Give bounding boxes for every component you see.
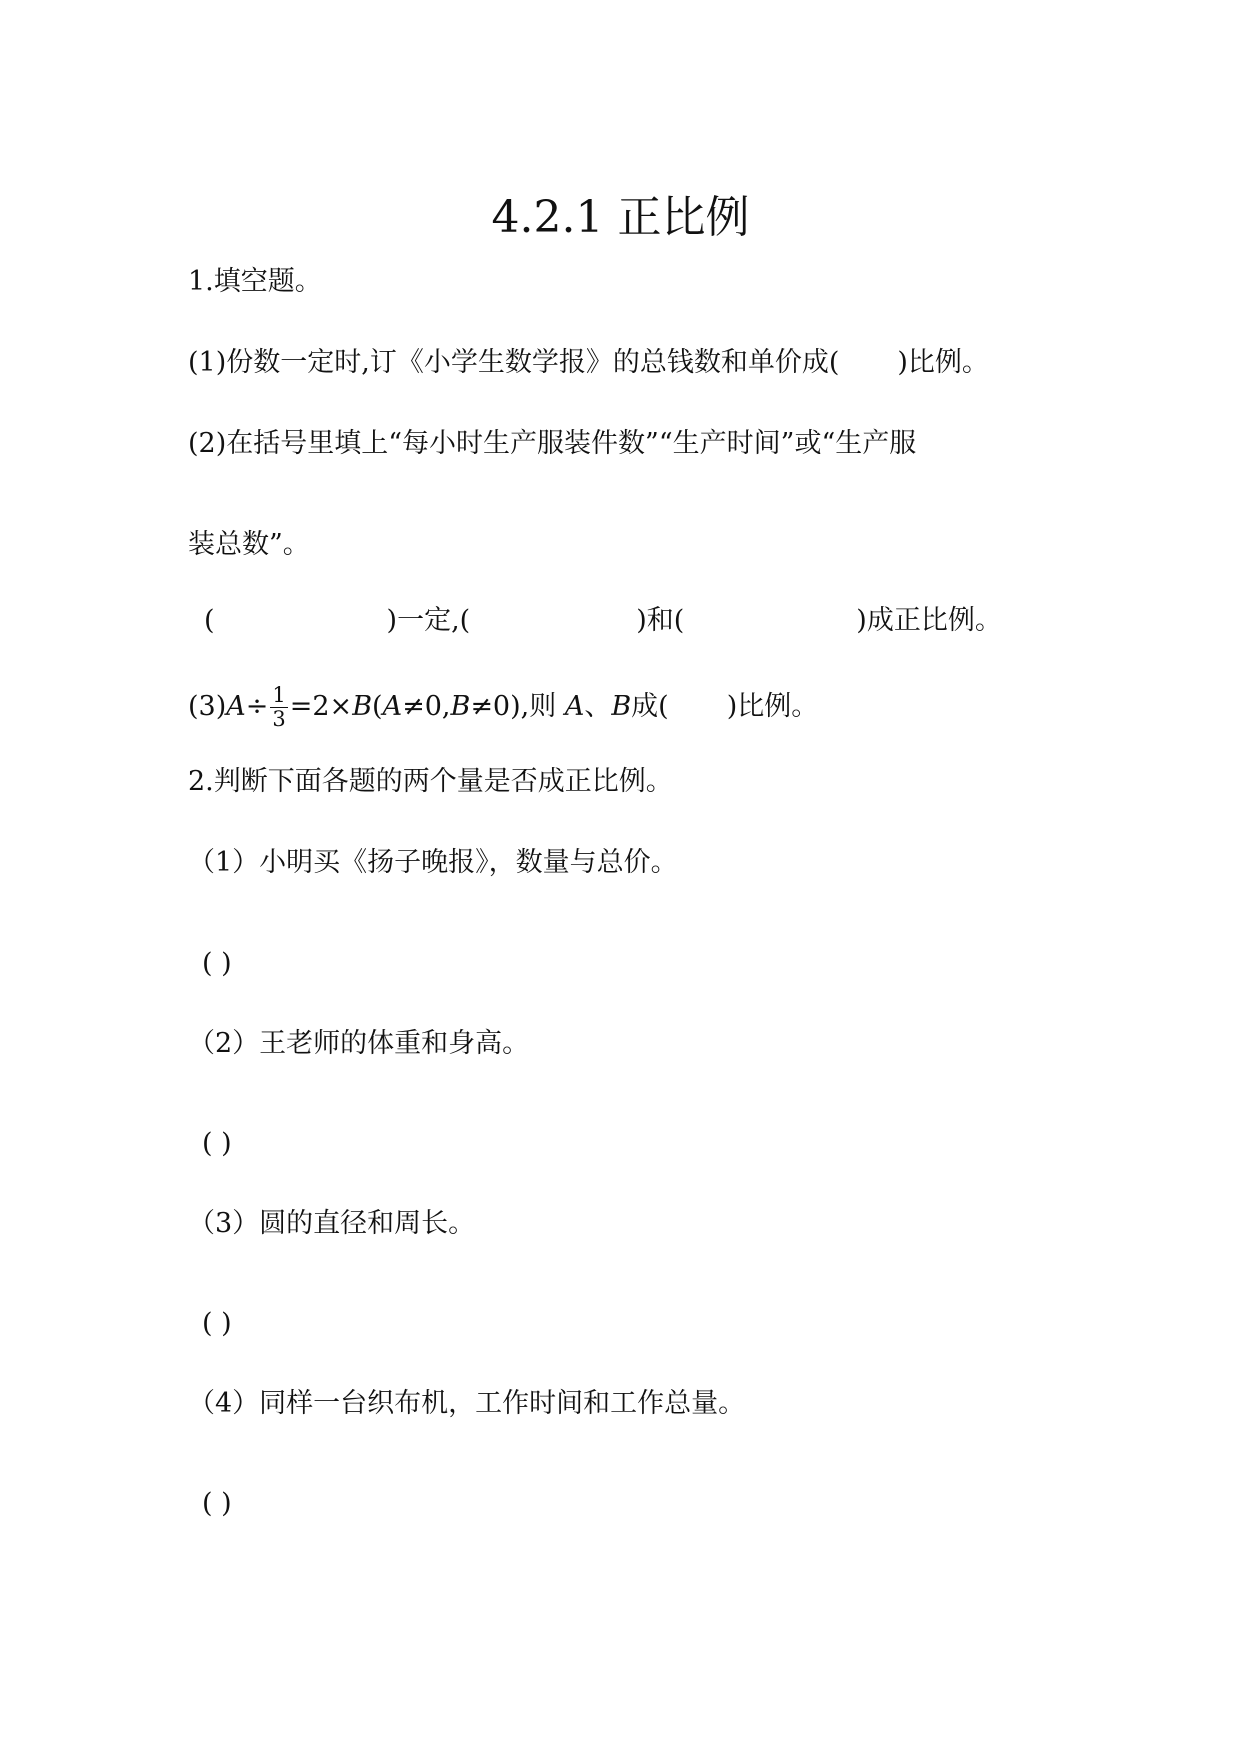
var-b: B — [352, 691, 373, 722]
judge-item-3: （3）圆的直径和周长。 — [188, 1208, 476, 1239]
fraction — [270, 684, 287, 731]
judge-item-1: （1）小明买《扬子晚报》，数量与总价。 — [188, 847, 678, 878]
cond-b-ne: ≠0),则 — [470, 691, 557, 722]
cond-a-ne: ≠0, — [402, 691, 451, 722]
tail-close: )比例。 — [726, 691, 819, 722]
question-1-1-prefix: (1)份数一定时,订《小学生数学报》的总钱数和单价成( — [188, 347, 840, 378]
fraction-numerator: 1 — [272, 683, 286, 707]
question-1-1-suffix: )比例。 — [897, 347, 989, 378]
page-title: 4.2.1 正比例 — [491, 192, 750, 243]
tail-open: 成( — [631, 691, 669, 722]
fill-open-1: ( — [204, 605, 215, 636]
fill-mid-2: )和( — [636, 605, 685, 636]
question-1-3 — [188, 684, 818, 731]
fill-mid-1: )一定,( — [386, 605, 471, 636]
judge-answer-1[interactable]: ( ) — [202, 948, 232, 979]
question-1-1 — [188, 345, 989, 381]
judge-answer-2[interactable]: ( ) — [202, 1128, 232, 1159]
section2-heading: 2.判断下面各题的两个量是否成正比例。 — [188, 766, 673, 797]
judge-item-2: （2）王老师的体重和身高。 — [188, 1028, 530, 1059]
question-1-2-fill — [204, 603, 1002, 639]
question-1-2-line2: 装总数”。 — [188, 529, 310, 560]
then-var-a: A — [564, 691, 585, 722]
cond-open: ( — [372, 691, 383, 722]
fill-end: )成正比例。 — [856, 605, 1002, 636]
var-a: A — [226, 691, 246, 722]
q3-prefix: (3) — [188, 691, 227, 722]
cond-var-b: B — [450, 691, 471, 722]
judge-answer-3[interactable]: ( ) — [202, 1308, 232, 1339]
judge-item-4: （4）同样一台织布机，工作时间和工作总量。 — [188, 1388, 746, 1419]
question-1-2-line1: (2)在括号里填上“每小时生产服装件数”“生产时间”或“生产服 — [188, 428, 917, 459]
section1-heading: 1.填空题。 — [188, 266, 322, 297]
divide-sign: ÷ — [245, 691, 269, 722]
separator: 、 — [584, 691, 612, 722]
cond-var-a: A — [382, 691, 403, 722]
then-var-b: B — [611, 691, 632, 722]
equals-times: =2× — [289, 691, 353, 722]
fraction-denominator: 3 — [272, 707, 286, 731]
judge-answer-4[interactable]: ( ) — [202, 1488, 232, 1519]
